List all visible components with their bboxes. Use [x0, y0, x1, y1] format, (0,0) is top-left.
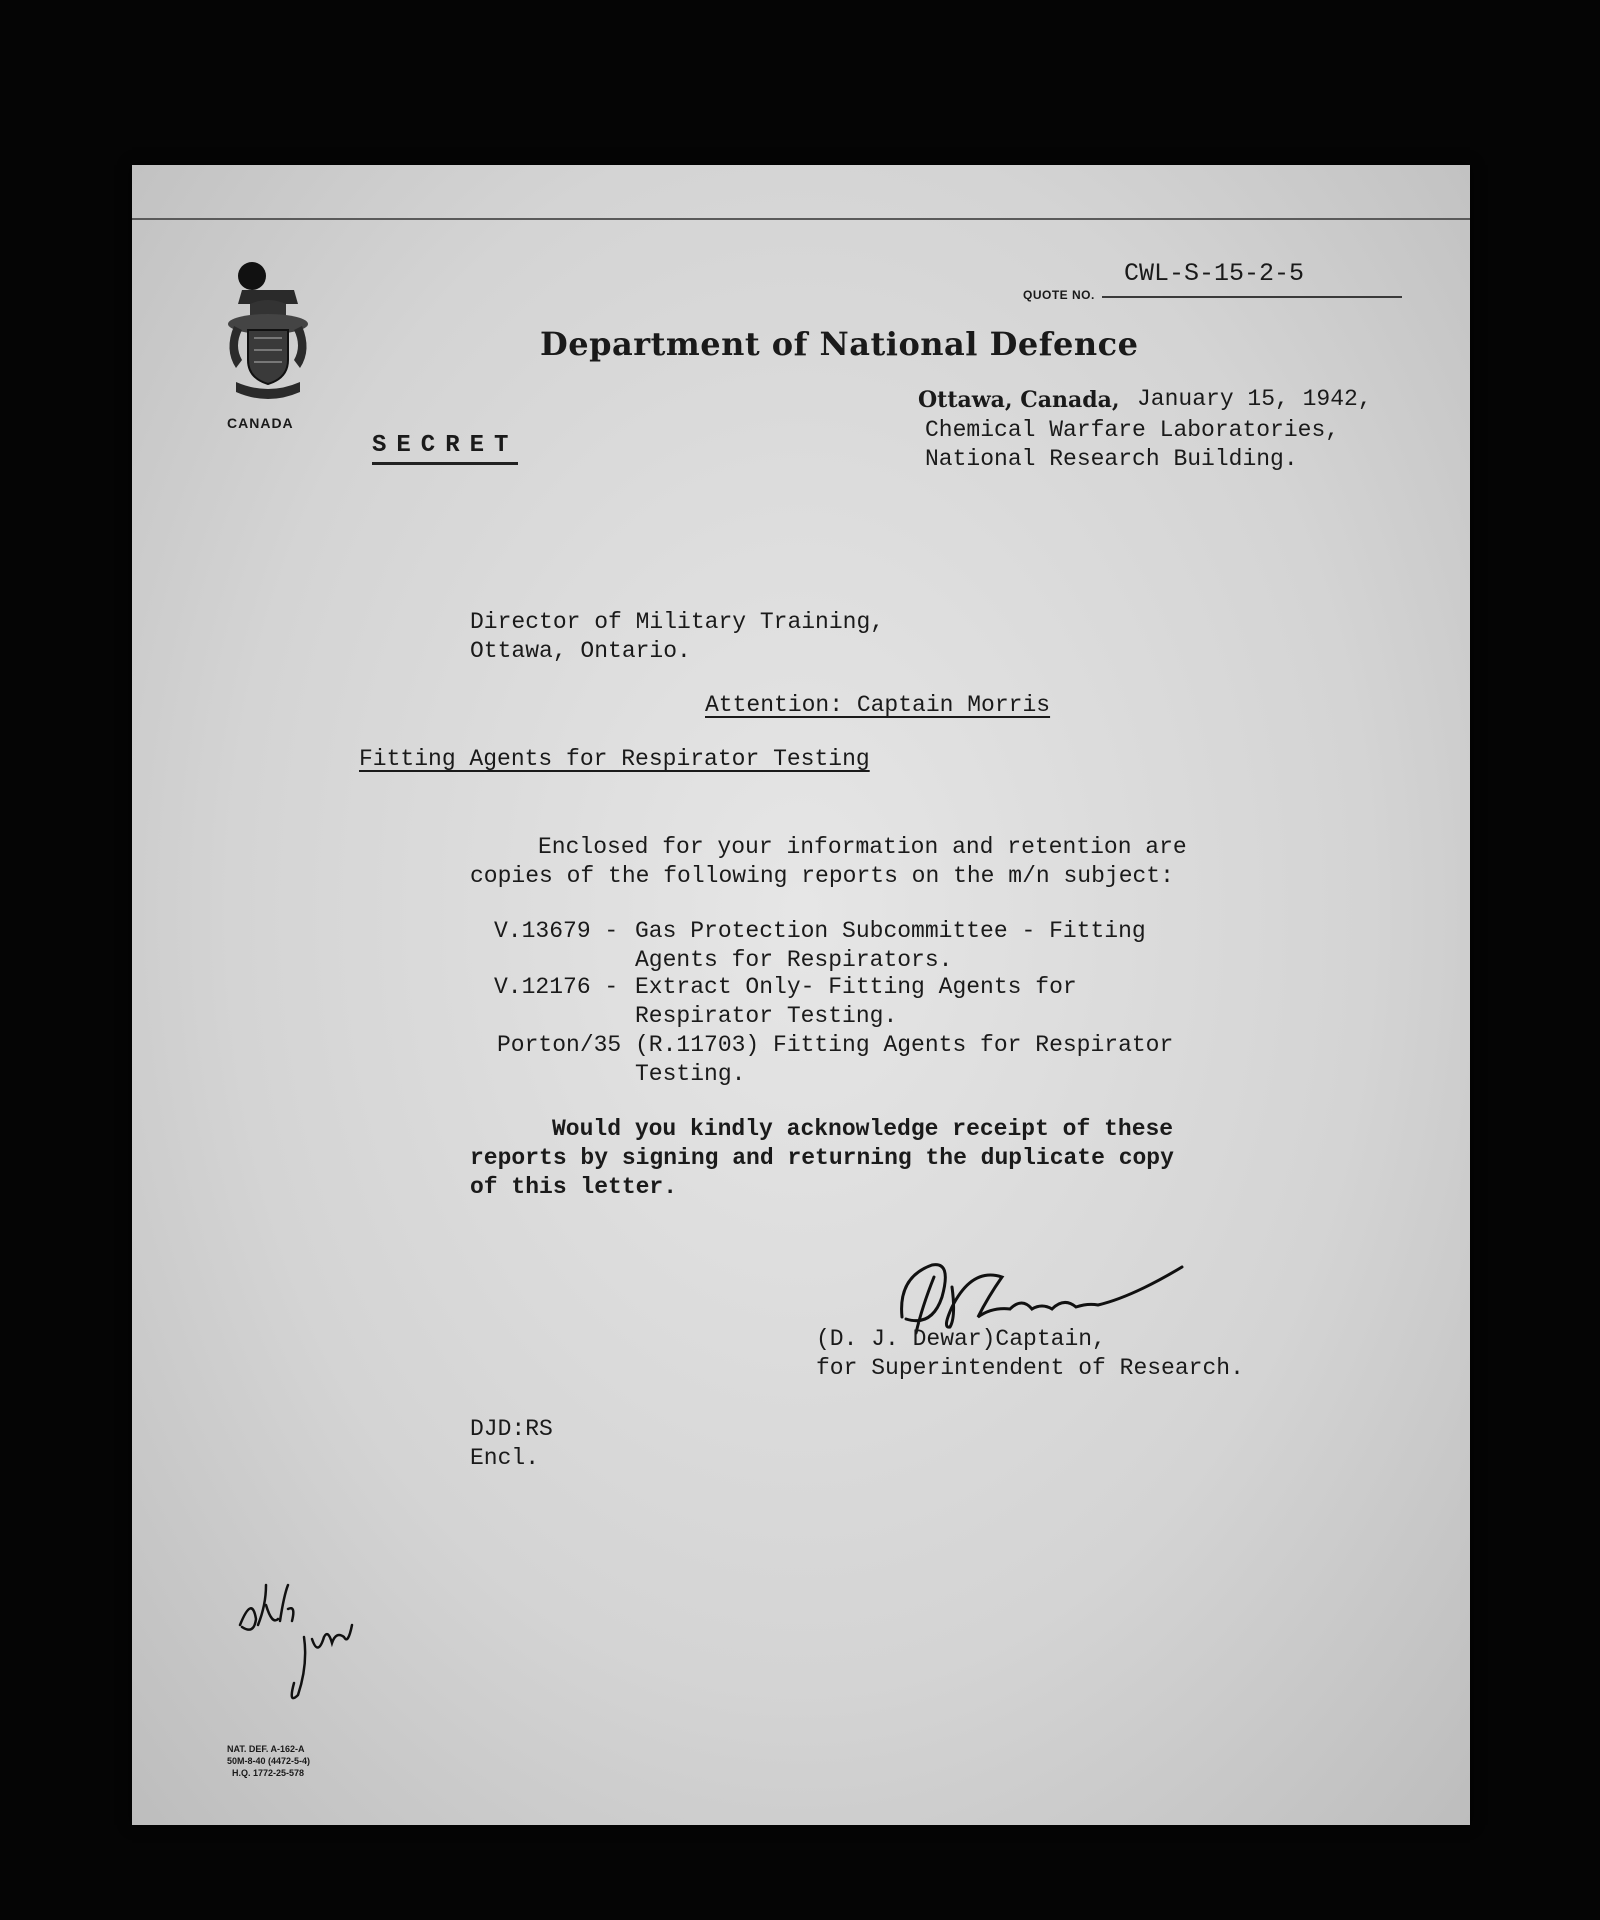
top-rule [132, 218, 1470, 220]
address-line-2: National Research Building. [925, 446, 1298, 472]
form-code-line-2: 50M-8-40 (4472-5-4) [227, 1756, 311, 1766]
crest-label: CANADA [227, 415, 294, 431]
enclosure-note: Encl. [470, 1445, 540, 1471]
report-title-line-1: Gas Protection Subcommittee - Fitting [635, 918, 1146, 944]
closing-line-2: reports by signing and returning the duplicate copy [470, 1145, 1174, 1171]
quote-line [1102, 296, 1402, 298]
attention-line: Attention: Captain Morris [705, 692, 1051, 718]
report-title-line-2: Respirator Testing. [635, 1003, 898, 1029]
report-ref: Porton/35 [497, 1032, 622, 1058]
letter-page [132, 165, 1470, 1825]
reference-initials: DJD:RS [470, 1416, 553, 1442]
closing-line-1: Would you kindly acknowledge receipt of these [552, 1116, 1174, 1142]
report-ref: V.13679 - [494, 918, 619, 944]
form-code-line-1: NAT. DEF. A-162-A [227, 1744, 305, 1754]
quote-label: QUOTE NO. [1023, 288, 1095, 302]
subject-line: Fitting Agents for Respirator Testing [359, 746, 870, 772]
recipient-line-2: Ottawa, Ontario. [470, 638, 691, 664]
recipient-line-1: Director of Military Training, [470, 609, 885, 635]
place: Ottawa, Canada, [918, 387, 1120, 413]
address-line-1: Chemical Warfare Laboratories, [925, 417, 1340, 443]
report-title-line-1: (R.11703) Fitting Agents for Respirator [635, 1032, 1174, 1058]
letter-date: January 15, 1942, [1137, 386, 1372, 412]
department-heading: Department of National Defence [540, 325, 1139, 363]
report-title-line-2: Agents for Respirators. [635, 947, 953, 973]
intro-line-2: copies of the following reports on the m/n subject: [470, 863, 1174, 889]
quote-number: CWL-S-15-2-5 [1124, 259, 1305, 288]
handwritten-note-icon [232, 1565, 372, 1705]
classification-stamp: SECRET [372, 431, 518, 465]
signatory-title: for Superintendent of Research. [816, 1355, 1244, 1381]
form-code-line-3: H.Q. 1772-25-578 [232, 1768, 305, 1778]
intro-line-1: Enclosed for your information and retention are [538, 834, 1187, 860]
report-title-line-1: Extract Only- Fitting Agents for [635, 974, 1077, 1000]
report-title-line-2: Testing. [635, 1061, 746, 1087]
signatory-name: (D. J. Dewar)Captain, [816, 1326, 1106, 1352]
report-ref: V.12176 - [494, 974, 619, 1000]
coat-of-arms-icon [220, 260, 316, 410]
closing-line-3: of this letter. [470, 1174, 678, 1200]
